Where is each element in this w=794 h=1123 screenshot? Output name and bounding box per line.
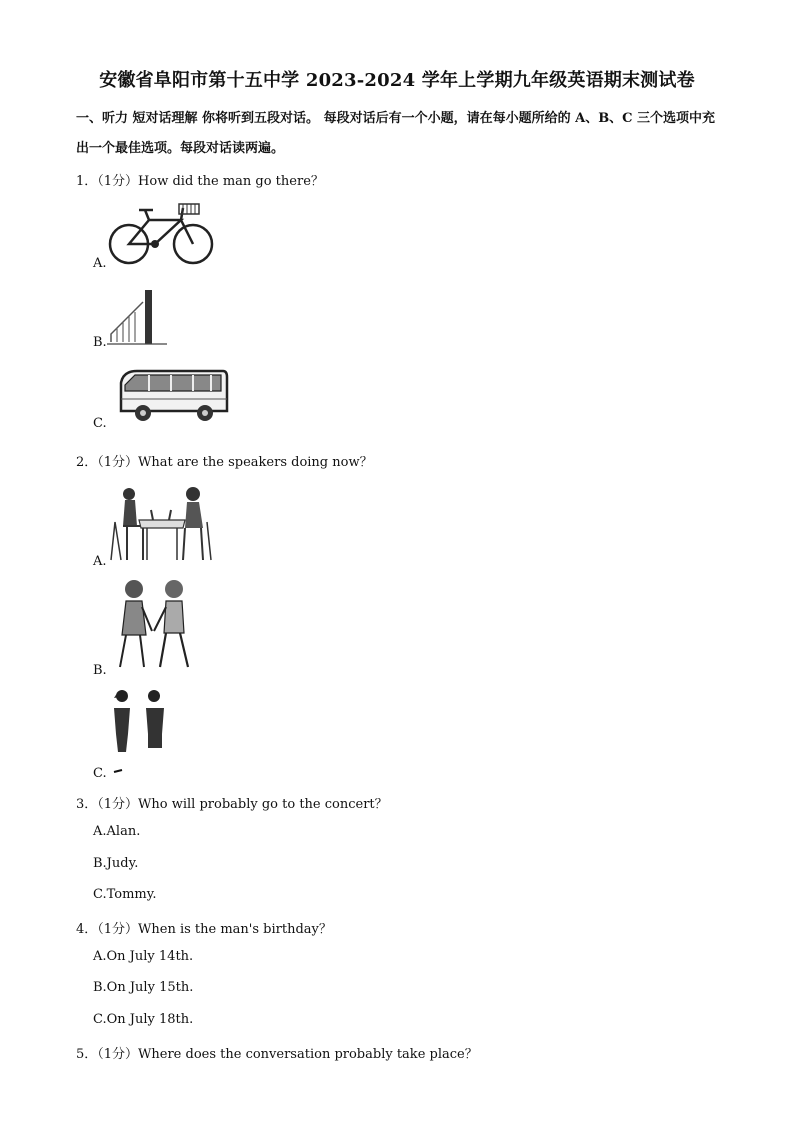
question-1-option-b-letter: B. bbox=[93, 335, 107, 350]
question-4-option-c: C.On July 18th. bbox=[93, 1012, 194, 1027]
question-3: 3．（1分）Who will probably go to the concert？ bbox=[76, 797, 388, 812]
question-1-option-c-letter: C. bbox=[93, 416, 107, 431]
question-4: 4．（1分）When is the man's birthday？ bbox=[76, 922, 332, 937]
question-2-option-c-letter: C. bbox=[93, 766, 107, 781]
train-icon bbox=[107, 286, 167, 346]
question-2-option-a-letter: A. bbox=[93, 554, 107, 569]
walking-couple-icon bbox=[112, 577, 198, 673]
question-4-option-a: A.On July 14th. bbox=[93, 949, 194, 964]
bus-icon bbox=[115, 365, 231, 425]
question-3-option-b: B.Judy. bbox=[93, 856, 139, 871]
standing-couple-icon bbox=[108, 686, 178, 776]
question-3-option-c: C.Tommy. bbox=[93, 887, 157, 902]
question-5: 5．（1分）Where does the conversation probably take place？ bbox=[76, 1047, 478, 1062]
question-4-option-b: B.On July 15th. bbox=[93, 980, 194, 995]
question-3-option-a: A.Alan. bbox=[93, 824, 141, 839]
question-2: 2．（1分）What are the speakers doing now？ bbox=[76, 455, 373, 470]
section-heading: 一、听力 短对话理解 你将听到五段对话。 每段对话后有一个小题，请在每小题所给的 A、B、C 三个选项中充出一个最佳选项。每段对话读两遍。 bbox=[76, 111, 716, 156]
bicycle-icon bbox=[107, 200, 217, 266]
question-2-option-b-letter: B. bbox=[93, 663, 107, 678]
question-1: 1．（1分）How did the man go there？ bbox=[76, 174, 324, 189]
dining-couple-icon bbox=[107, 482, 217, 564]
page-title: 安徽省阜阳市第十五中学 2023-2024 学年上学期九年级英语期末测试卷 bbox=[99, 70, 695, 91]
question-1-option-a-letter: A. bbox=[93, 256, 107, 271]
